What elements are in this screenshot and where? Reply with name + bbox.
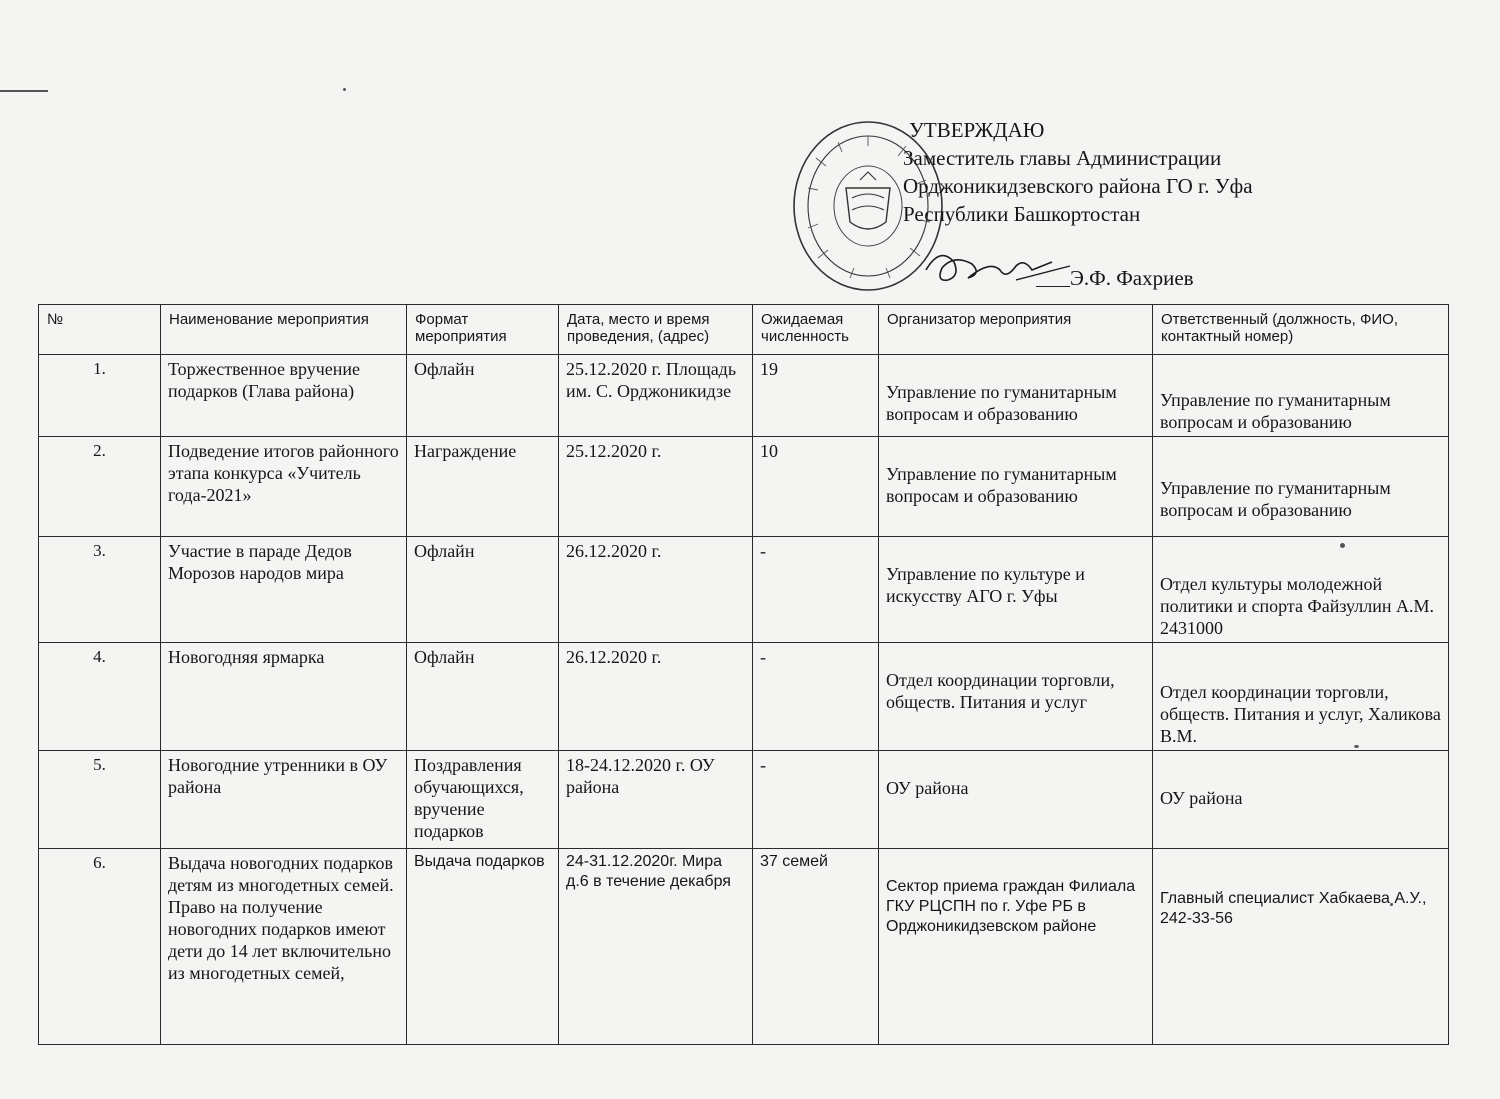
cell-name: Выдача новогодних подарков детям из многодетных семей. Право на получение новогодних подарков имеют дети до 14 лет включительно из многодетных семей, [161,849,407,1045]
scan-speck [0,90,48,92]
header-name: Наименование мероприятия [161,305,407,355]
cell-number: 5. [39,751,161,849]
header-organizer: Организатор мероприятия [879,305,1153,355]
table-header-row [39,305,1449,355]
signatory-name: Э.Ф. Фахриев [1070,266,1194,290]
cell-responsible: Управление по гуманитарным вопросам и образованию [1153,355,1449,437]
approval-line: Республики Башкортостан [903,202,1141,226]
cell-number: 6. [39,849,161,1045]
cell-date: 26.12.2020 г. [559,643,753,751]
cell-responsible: Отдел культуры молодежной политики и спорта Файзуллин А.М. 2431000 [1153,537,1449,643]
cell-responsible: ОУ района [1153,751,1449,849]
cell-format: Поздравления обучающихся, вручение подарков [407,751,559,849]
cell-count: - [753,751,879,849]
cell-responsible: Управление по гуманитарным вопросам и образованию [1153,437,1449,537]
cell-organizer: Управление по гуманитарным вопросам и образованию [879,355,1153,437]
scan-speck [343,88,346,91]
cell-format: Награждение [407,437,559,537]
cell-date: 25.12.2020 г. Площадь им. С. Орджоникидзе [559,355,753,437]
cell-count: 19 [753,355,879,437]
cell-number: 2. [39,437,161,537]
cell-name: Подведение итогов районного этапа конкурса «Учитель года-2021» [161,437,407,537]
cell-format: Офлайн [407,643,559,751]
cell-date: 25.12.2020 г. [559,437,753,537]
table-row [39,849,1449,1045]
cell-number: 4. [39,643,161,751]
cell-count: 10 [753,437,879,537]
cell-number: 3. [39,537,161,643]
approval-heading: УТВЕРЖДАЮ [909,118,1045,142]
cell-number: 1. [39,355,161,437]
cell-organizer: ОУ района [879,751,1153,849]
cell-name: Новогодняя ярмарка [161,643,407,751]
table-row [39,355,1449,437]
cell-name: Торжественное вручение подарков (Глава района) [161,355,407,437]
header-number: № [39,305,161,355]
table-row [39,437,1449,537]
cell-date: 26.12.2020 г. [559,537,753,643]
cell-organizer: Управление по культуре и искусству АГО г. Уфы [879,537,1153,643]
cell-name: Участие в параде Дедов Морозов народов мира [161,537,407,643]
cell-date: 24-31.12.2020г. Мира д.6 в течение декабря [559,849,753,1045]
approval-block [903,116,1373,228]
cell-format: Офлайн [407,537,559,643]
cell-format: Выдача подарков [407,849,559,1045]
header-date: Дата, место и время проведения, (адрес) [559,305,753,355]
table-row [39,537,1449,643]
events-table [38,304,1449,1045]
table-row [39,643,1449,751]
cell-organizer: Отдел координации торговли, обществ. Питания и услуг [879,643,1153,751]
cell-responsible: Главный специалист Хабкаева А.У., 242-33-56 [1153,849,1449,1045]
approval-line: Заместитель главы Администрации [903,146,1222,170]
cell-responsible: Отдел координации торговли, обществ. Питания и услуг, Халикова В.М. [1153,643,1449,751]
header-responsible: Ответственный (должность, ФИО, контактный номер) [1153,305,1449,355]
cell-name: Новогодние утренники в ОУ района [161,751,407,849]
table-row [39,751,1449,849]
cell-date: 18-24.12.2020 г. ОУ района [559,751,753,849]
cell-count: - [753,643,879,751]
approval-line: Орджоникидзевского района ГО г. Уфа [903,174,1253,198]
header-format: Формат мероприятия [407,305,559,355]
cell-format: Офлайн [407,355,559,437]
signature-line [1036,286,1070,287]
cell-organizer: Управление по гуманитарным вопросам и образованию [879,437,1153,537]
cell-count: 37 семей [753,849,879,1045]
cell-organizer: Сектор приема граждан Филиала ГКУ РЦСПН по г. Уфе РБ в Орджоникидзевском районе [879,849,1153,1045]
header-count: Ожидаемая численность [753,305,879,355]
cell-count: - [753,537,879,643]
